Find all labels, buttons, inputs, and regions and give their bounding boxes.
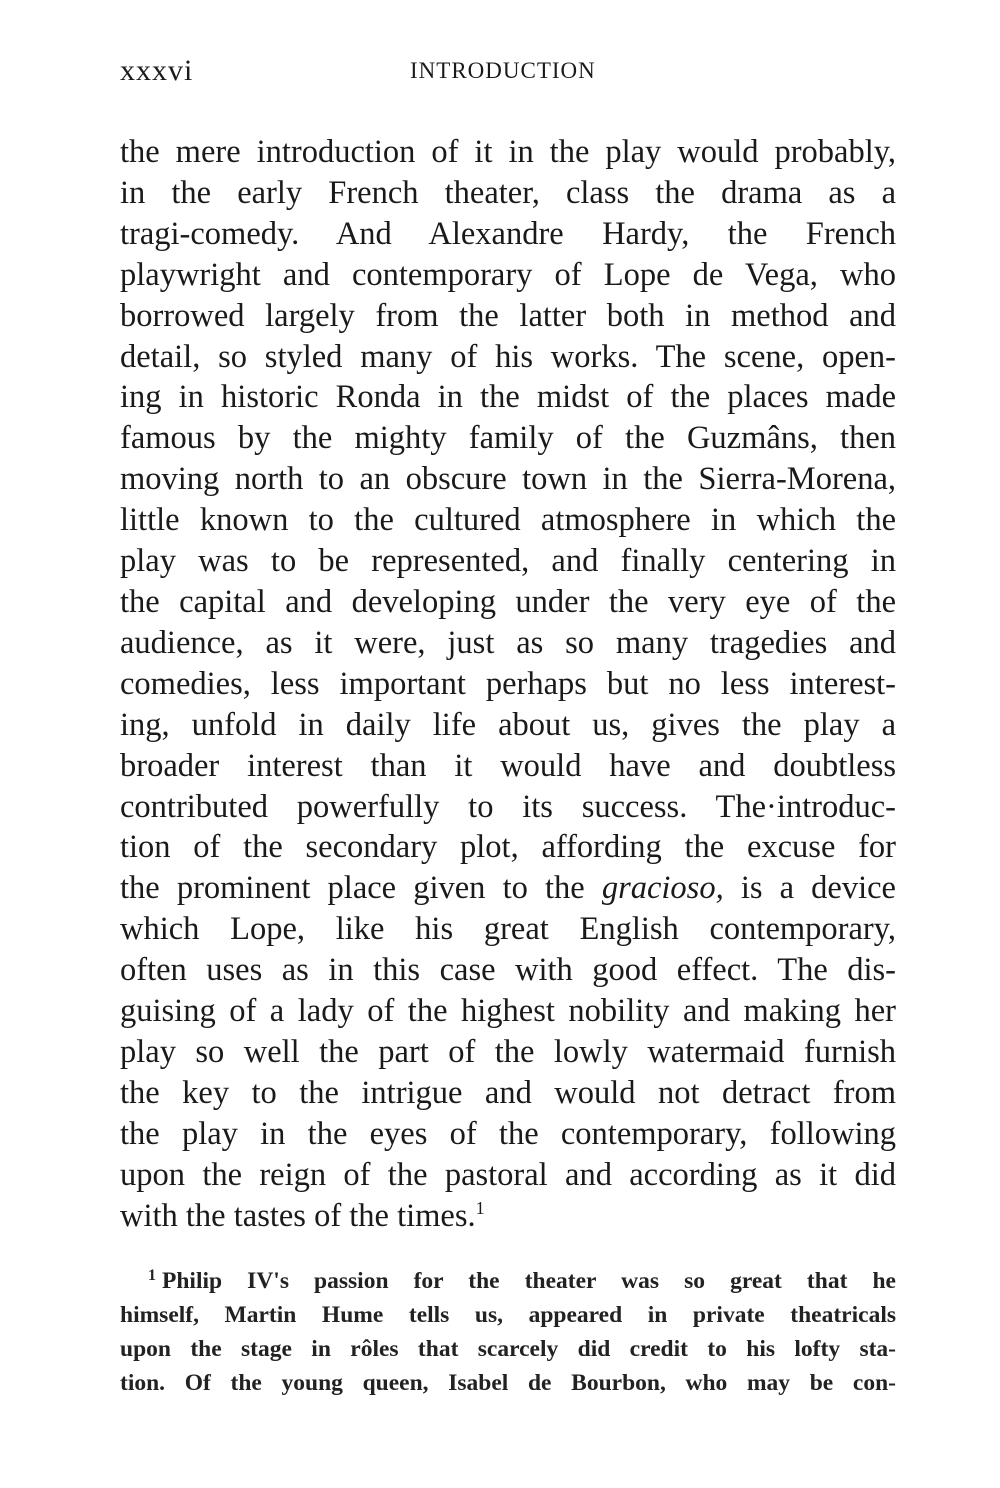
text-line-with-italic [120,868,896,909]
text-line: play was to be represented, and finally centering in [120,543,896,580]
text-line: famous by the mighty family of the Guzmâns, then [120,420,896,457]
book-page [120,50,896,1400]
text-line: playwright and contemporary of Lope de Vega, who [120,256,896,293]
text-line: the play in the eyes of the contemporary, following [120,1115,896,1152]
text-line: ing in historic Ronda in the midst of the places made [120,379,896,416]
text-line: contributed powerfully to its success. The·introduc- [120,788,896,825]
footnote-line: upon the stage in rôles that scarcely did credit to his lofty sta- [120,1336,896,1363]
body-paragraph [120,132,896,1236]
footnote-line: tion. Of the young queen, Isabel de Bourbon, who may be con- [120,1370,896,1397]
text-line: the capital and developing under the very eye of the [120,583,896,620]
running-title: INTRODUCTION [410,58,596,83]
text-line: little known to the cultured atmosphere in which the [120,502,896,539]
text-line: tragi-comedy. And Alexandre Hardy, the French [120,215,896,252]
italic-word: gracioso, [601,870,724,907]
text-line: guising of a lady of the highest nobility and making her [120,993,896,1030]
text-line: often uses as in this case with good effect. The dis- [120,952,896,989]
text-line: tion of the secondary plot, affording the excuse for [120,829,896,866]
text-line: upon the reign of the pastoral and according as it did [120,1156,896,1193]
text-line: the key to the intrigue and would not detract from [120,1074,896,1111]
footnote-line: himself, Martin Hume tells us, appeared in private theatricals [120,1302,896,1329]
text-line: broader interest than it would have and doubtless [120,747,896,784]
text-line: detail, so styled many of his works. The scene, open- [120,338,896,375]
footnote [120,1264,896,1400]
text-line: borrowed largely from the latter both in method and [120,297,896,334]
footnote-mark: 1 [148,1266,156,1284]
text-line: ing, unfold in daily life about us, gives the play a [120,706,896,743]
footnote-reference: 1 [475,1197,485,1218]
text-line: which Lope, like his great English contemporary, [120,911,896,948]
page-number: xxxvi [120,54,194,87]
text-segment: is a device [723,870,896,907]
footnote-line [120,1264,896,1298]
text-segment: with the tastes of the times. [120,1197,476,1234]
text-line: in the early French theater, class the drama as a [120,174,896,211]
text-line-last [120,1196,896,1237]
text-segment: Philip IV's passion for the theater was so great that he [162,1268,896,1295]
text-line: comedies, less important perhaps but no less interest- [120,665,896,702]
text-segment: the prominent place given to the [120,870,602,907]
text-line: audience, as it were, just as so many tragedies and [120,624,896,661]
running-head [120,50,896,94]
text-line: moving north to an obscure town in the Sierra-Morena, [120,461,896,498]
text-line: play so well the part of the lowly watermaid furnish [120,1033,896,1070]
text-line: the mere introduction of it in the play would probably, [120,134,896,170]
